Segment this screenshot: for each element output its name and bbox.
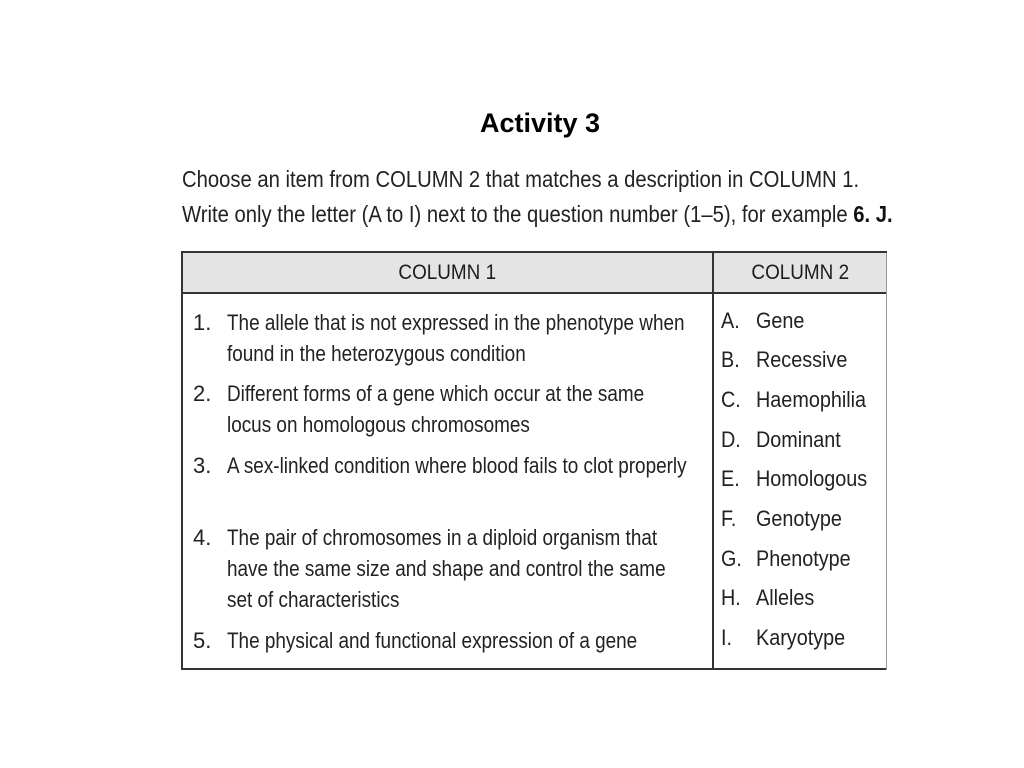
option-letter: I. <box>721 625 733 650</box>
option-term: Phenotype <box>756 546 851 571</box>
option-letter: D. <box>721 427 741 452</box>
description-item-1 <box>193 307 708 369</box>
option-term: Gene <box>756 308 805 333</box>
instructions-example: 6. J. <box>853 201 893 227</box>
option-item-e <box>721 464 886 494</box>
description-number: 2. <box>193 381 212 406</box>
description-item-5 <box>193 625 708 656</box>
option-letter: G. <box>721 546 742 571</box>
option-item-g <box>721 544 886 574</box>
option-term: Haemophilia <box>756 387 867 412</box>
option-item-h <box>721 583 886 613</box>
column-divider <box>712 253 714 670</box>
option-letter: B. <box>721 347 740 372</box>
table-header-row <box>183 253 887 294</box>
option-term: Dominant <box>756 427 841 452</box>
description-item-3 <box>193 450 708 481</box>
option-item-c <box>721 385 886 415</box>
description-number: 5. <box>193 628 212 653</box>
instructions-line-2-text: Write only the letter (A to I) next to the question number (1–5), for example <box>182 201 854 227</box>
option-letter: H. <box>721 585 741 610</box>
option-term: Alleles <box>756 585 815 610</box>
option-term: Homologous <box>756 466 868 491</box>
option-letter: E. <box>721 466 740 491</box>
option-term: Recessive <box>756 347 848 372</box>
option-item-a <box>721 306 886 336</box>
column-2-header: COLUMN 2 <box>751 261 850 284</box>
option-letter: C. <box>721 387 741 412</box>
description-text: The physical and functional expression of a gene <box>227 628 638 653</box>
description-item-2 <box>193 378 708 440</box>
table-right-edge <box>886 253 887 670</box>
description-number: 3. <box>193 453 212 478</box>
option-letter: F. <box>721 506 737 531</box>
instructions-line-2 <box>182 197 893 232</box>
option-term: Genotype <box>756 506 842 531</box>
column-1-header: COLUMN 1 <box>398 261 497 284</box>
description-text: The allele that is not expressed in the phenotype when found in the heterozygous condition <box>227 310 685 366</box>
option-item-b <box>721 345 886 375</box>
option-item-f <box>721 504 886 534</box>
description-number: 4. <box>193 525 212 550</box>
description-text: The pair of chromosomes in a diploid organism that have the same size and shape and control the same set of characteristics <box>227 525 666 612</box>
option-term: Karyotype <box>756 625 846 650</box>
description-text: Different forms of a gene which occur at the same locus on homologous chromosomes <box>227 381 645 437</box>
description-number: 1. <box>193 310 212 335</box>
instructions-line-1: Choose an item from COLUMN 2 that matches a description in COLUMN 1. <box>182 166 860 192</box>
page-title: Activity 3 <box>479 108 601 138</box>
matching-table <box>181 251 887 670</box>
option-item-d <box>721 425 886 455</box>
description-text: A sex-linked condition where blood fails to clot properly <box>227 453 687 478</box>
instructions <box>182 162 893 232</box>
option-letter: A. <box>721 308 740 333</box>
option-item-i <box>721 623 886 653</box>
description-item-4 <box>193 522 708 615</box>
